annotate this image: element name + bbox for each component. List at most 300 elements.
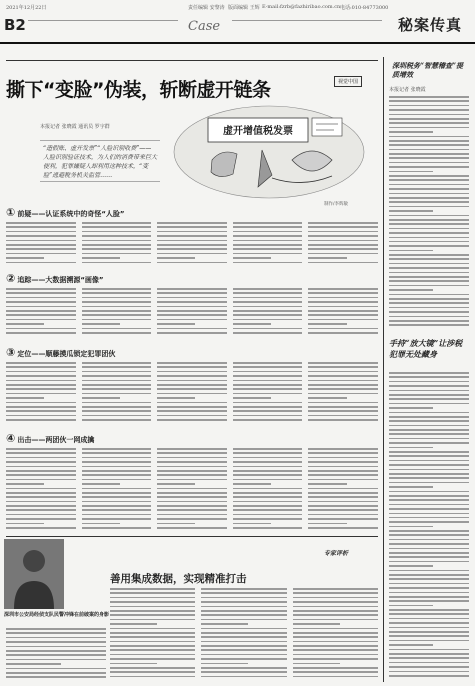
text-line	[201, 649, 286, 651]
text-line	[201, 623, 248, 625]
text-line	[157, 488, 227, 490]
text-line	[389, 302, 469, 304]
text-line	[293, 601, 378, 603]
text-line	[389, 122, 469, 124]
text-line	[293, 654, 378, 656]
text-line	[110, 606, 195, 608]
text-line	[293, 592, 378, 594]
text-line	[233, 253, 303, 255]
text-line	[389, 543, 469, 545]
text-line	[82, 492, 152, 494]
text-line	[293, 606, 378, 608]
text-line	[82, 509, 152, 511]
text-line	[389, 433, 469, 435]
section-title: 秘案传真	[398, 16, 463, 34]
text-line	[389, 285, 469, 287]
text-line	[82, 501, 152, 503]
subhead-2-number: ②	[6, 272, 16, 285]
text-line	[6, 301, 76, 303]
text-line	[293, 588, 378, 590]
svg-text:虚开增值税发票: 虚开增值税发票	[223, 126, 293, 137]
text-line	[293, 645, 378, 647]
text-line	[82, 301, 152, 303]
text-line	[233, 461, 303, 463]
text-line	[233, 419, 303, 421]
text-line	[308, 523, 346, 525]
body-text-lower-story	[110, 588, 378, 682]
text-line	[6, 306, 76, 308]
text-line	[157, 257, 195, 259]
text-line	[308, 235, 378, 237]
text-line	[389, 539, 469, 541]
text-line	[6, 457, 76, 459]
text-line	[82, 248, 152, 250]
headline-rule	[6, 60, 378, 61]
text-line	[389, 127, 469, 129]
text-line	[6, 496, 76, 498]
text-line	[389, 149, 469, 151]
body-text-section-1	[6, 222, 378, 268]
text-line	[110, 658, 195, 660]
text-line	[157, 222, 227, 224]
text-line	[6, 362, 76, 364]
text-line	[308, 402, 378, 404]
text-line	[389, 605, 433, 607]
text-line	[389, 530, 469, 532]
sidebar-text-1	[389, 96, 469, 332]
text-line	[389, 491, 469, 493]
body-text-section-3	[6, 362, 378, 428]
text-line	[233, 288, 303, 290]
text-line	[389, 644, 433, 646]
text-line	[201, 676, 286, 678]
text-line	[308, 222, 378, 224]
text-line	[389, 622, 469, 624]
sidebar-divider	[383, 57, 384, 682]
text-line	[293, 649, 378, 651]
text-line	[6, 292, 76, 294]
text-line	[82, 393, 152, 395]
text-line	[389, 276, 469, 278]
text-line	[389, 272, 469, 274]
text-line	[157, 406, 227, 408]
text-line	[389, 627, 469, 629]
text-line	[389, 294, 469, 296]
text-line	[389, 570, 469, 572]
text-line	[201, 619, 286, 621]
text-line	[308, 448, 378, 450]
text-line	[233, 319, 303, 321]
designer-credit: 版面编辑 王辉	[228, 5, 260, 11]
text-line	[157, 306, 227, 308]
text-line	[308, 461, 378, 463]
text-line	[6, 672, 106, 674]
text-line	[201, 645, 286, 647]
text-line	[6, 388, 76, 390]
text-line	[308, 288, 378, 290]
subhead-1	[6, 206, 125, 219]
text-line	[293, 667, 378, 669]
text-line	[157, 523, 195, 525]
text-line	[389, 385, 469, 387]
text-line	[233, 371, 303, 373]
text-line	[389, 653, 469, 655]
text-line	[6, 492, 76, 494]
text-line	[6, 397, 44, 399]
text-line	[233, 384, 303, 386]
text-line	[6, 253, 76, 255]
text-line	[389, 455, 469, 457]
text-line	[308, 457, 378, 459]
text-line	[293, 658, 378, 660]
text-line	[6, 509, 76, 511]
text-line	[308, 332, 378, 334]
subhead-4-number: ④	[6, 432, 16, 445]
text-line	[293, 641, 378, 643]
subhead-3-number: ③	[6, 346, 16, 359]
text-line	[110, 592, 195, 594]
text-line	[389, 157, 469, 159]
text-line	[6, 479, 76, 481]
text-line	[389, 390, 469, 392]
text-line	[157, 244, 227, 246]
text-line	[233, 244, 303, 246]
text-line	[389, 592, 469, 594]
text-line	[308, 527, 378, 529]
text-line	[157, 514, 227, 516]
text-line	[308, 366, 378, 368]
text-line	[233, 226, 303, 228]
text-line	[6, 393, 76, 395]
text-line	[6, 518, 76, 520]
text-line	[389, 671, 469, 673]
text-line	[293, 636, 378, 638]
text-line	[157, 496, 227, 498]
text-line	[233, 448, 303, 450]
text-line	[389, 241, 469, 243]
text-line	[389, 193, 469, 195]
text-line	[233, 297, 303, 299]
text-line	[157, 384, 227, 386]
text-line	[389, 219, 469, 221]
text-line	[233, 332, 303, 334]
text-line	[389, 495, 469, 497]
text-line	[293, 623, 340, 625]
text-line	[201, 601, 286, 603]
text-line	[389, 188, 469, 190]
text-line	[389, 640, 469, 642]
text-line	[389, 109, 469, 111]
topline	[0, 0, 475, 12]
person-silhouette-icon	[4, 539, 64, 609]
text-line	[389, 215, 469, 217]
text-line	[389, 578, 469, 580]
text-line	[389, 574, 469, 576]
text-line	[233, 474, 303, 476]
text-line	[308, 388, 378, 390]
text-line	[110, 667, 195, 669]
text-line	[82, 419, 152, 421]
text-line	[308, 319, 378, 321]
tax-fraud-illustration	[172, 100, 366, 200]
text-line	[157, 492, 227, 494]
text-line	[201, 636, 286, 638]
text-line	[201, 667, 286, 669]
text-line	[308, 257, 346, 259]
text-line	[308, 501, 378, 503]
text-line	[389, 131, 433, 133]
text-line	[308, 509, 378, 511]
text-line	[157, 501, 227, 503]
text-line	[82, 314, 152, 316]
text-line	[82, 488, 152, 490]
text-line	[389, 289, 433, 291]
text-line	[389, 477, 469, 479]
text-line	[82, 523, 120, 525]
text-line	[201, 628, 286, 630]
text-line	[308, 301, 378, 303]
text-line	[233, 314, 303, 316]
text-line	[308, 306, 378, 308]
text-line	[6, 663, 61, 665]
text-line	[293, 614, 378, 616]
text-line	[82, 448, 152, 450]
text-line	[157, 527, 227, 529]
text-line	[6, 297, 76, 299]
text-line	[389, 649, 469, 651]
text-line	[293, 619, 378, 621]
text-line	[389, 556, 469, 558]
text-line	[389, 447, 433, 449]
text-line	[389, 618, 469, 620]
text-line	[82, 362, 152, 364]
text-line	[6, 654, 106, 656]
text-line	[389, 258, 469, 260]
text-line	[233, 231, 303, 233]
text-line	[308, 415, 378, 417]
text-line	[308, 406, 378, 408]
text-line	[6, 366, 76, 368]
subhead-2-text: 追踪——大数据溯源“画像”	[17, 276, 104, 284]
text-line	[308, 371, 378, 373]
text-line	[157, 415, 227, 417]
text-line	[389, 105, 469, 107]
text-line	[233, 257, 271, 259]
text-line	[308, 310, 378, 312]
text-line	[82, 410, 152, 412]
text-line	[233, 402, 303, 404]
text-line	[389, 460, 469, 462]
text-line	[389, 311, 469, 313]
text-line	[233, 483, 271, 485]
text-line	[389, 583, 469, 585]
text-line	[110, 619, 195, 621]
text-line	[157, 388, 227, 390]
text-line	[6, 527, 76, 529]
text-line	[308, 262, 378, 264]
text-line	[82, 457, 152, 459]
lead-quote: “造假账、虚开发票”“人脸识别收费”——人脸识别验证技术，为人们的消费带来巨大便利，犯罪嫌疑人却利用这种技术，“变脸”逃避税务机关监管……	[40, 140, 160, 182]
text-line	[82, 328, 152, 330]
text-line	[308, 362, 378, 364]
issue-date: 2021年12月22日	[6, 5, 47, 11]
text-line	[233, 415, 303, 417]
text-line	[233, 362, 303, 364]
text-line	[110, 636, 195, 638]
text-line	[110, 601, 195, 603]
text-line	[82, 406, 152, 408]
text-line	[110, 649, 195, 651]
subhead-2	[6, 272, 104, 285]
text-line	[389, 517, 469, 519]
text-line	[6, 323, 44, 325]
text-line	[6, 310, 76, 312]
text-line	[157, 362, 227, 364]
text-line	[389, 631, 469, 633]
text-line	[157, 292, 227, 294]
text-line	[233, 406, 303, 408]
text-line	[308, 393, 378, 395]
text-line	[389, 635, 469, 637]
text-line	[201, 671, 286, 673]
text-line	[6, 676, 106, 678]
text-line	[389, 662, 469, 664]
text-line	[389, 144, 469, 146]
text-line	[389, 473, 469, 475]
text-line	[389, 508, 469, 510]
text-line	[389, 206, 469, 208]
text-line	[293, 628, 378, 630]
text-line	[233, 410, 303, 412]
text-line	[82, 253, 152, 255]
subhead-1-number: ①	[6, 206, 16, 219]
text-line	[389, 162, 469, 164]
text-line	[82, 240, 152, 242]
text-line	[389, 201, 469, 203]
text-line	[157, 366, 227, 368]
text-line	[233, 375, 303, 377]
text-line	[6, 448, 76, 450]
text-line	[82, 297, 152, 299]
text-line	[157, 410, 227, 412]
text-line	[389, 469, 469, 471]
text-line	[82, 380, 152, 382]
text-line	[6, 637, 106, 639]
subhead-4-text: 出击——两团伙一网成擒	[17, 436, 95, 444]
text-line	[293, 632, 378, 634]
case-watermark: Case	[188, 19, 221, 34]
text-line	[389, 438, 469, 440]
text-line	[389, 613, 469, 615]
text-line	[233, 328, 303, 330]
text-line	[110, 588, 195, 590]
text-line	[389, 398, 469, 400]
text-line	[82, 231, 152, 233]
text-line	[82, 470, 152, 472]
text-line	[157, 466, 227, 468]
text-line	[389, 587, 469, 589]
text-line	[6, 240, 76, 242]
text-line	[82, 483, 120, 485]
text-line	[6, 380, 76, 382]
text-line	[157, 461, 227, 463]
text-line	[82, 226, 152, 228]
masthead-rule	[28, 20, 178, 21]
text-line	[6, 319, 76, 321]
text-line	[157, 262, 227, 264]
text-line	[157, 452, 227, 454]
text-line	[308, 375, 378, 377]
photo-caption: 深圳市公安局经侦支队民警冲锋在前破案的身影	[4, 612, 110, 618]
text-line	[82, 262, 152, 264]
masthead-rule-right	[232, 20, 382, 21]
text-line	[233, 496, 303, 498]
text-line	[233, 323, 271, 325]
text-line	[82, 388, 152, 390]
text-line	[308, 231, 378, 233]
text-line	[157, 310, 227, 312]
text-line	[6, 470, 76, 472]
text-line	[233, 523, 271, 525]
text-line	[82, 292, 152, 294]
text-line	[110, 663, 157, 665]
text-line	[389, 184, 469, 186]
text-line	[82, 415, 152, 417]
text-line	[6, 375, 76, 377]
text-line	[233, 492, 303, 494]
body-text-section-2	[6, 288, 378, 338]
text-line	[82, 332, 152, 334]
text-line	[201, 632, 286, 634]
text-line	[82, 319, 152, 321]
text-line	[389, 464, 469, 466]
text-line	[389, 307, 469, 309]
text-line	[157, 319, 227, 321]
text-line	[157, 402, 227, 404]
text-line	[82, 235, 152, 237]
text-line	[389, 403, 469, 405]
text-line	[389, 486, 433, 488]
text-line	[6, 415, 76, 417]
text-line	[110, 676, 195, 678]
text-line	[308, 492, 378, 494]
text-line	[389, 263, 469, 265]
text-line	[233, 366, 303, 368]
text-line	[157, 375, 227, 377]
text-line	[82, 257, 120, 259]
subhead-1-text: 前疑——认证系统中的奇怪“人脸”	[17, 210, 125, 218]
text-line	[389, 534, 469, 536]
text-line	[233, 457, 303, 459]
text-line	[308, 505, 378, 507]
text-line	[389, 600, 469, 602]
text-line	[233, 479, 303, 481]
text-line	[110, 654, 195, 656]
text-line	[389, 499, 469, 501]
text-line	[157, 474, 227, 476]
text-line	[293, 663, 340, 665]
text-line	[82, 310, 152, 312]
text-line	[6, 523, 44, 525]
text-line	[110, 628, 195, 630]
text-line	[157, 371, 227, 373]
text-line	[389, 675, 469, 677]
text-line	[293, 597, 378, 599]
text-line	[308, 328, 378, 330]
main-headline: 撕下“变脸”伪装，斩断虚开链条	[6, 79, 271, 101]
text-line	[308, 292, 378, 294]
text-line	[389, 565, 433, 567]
